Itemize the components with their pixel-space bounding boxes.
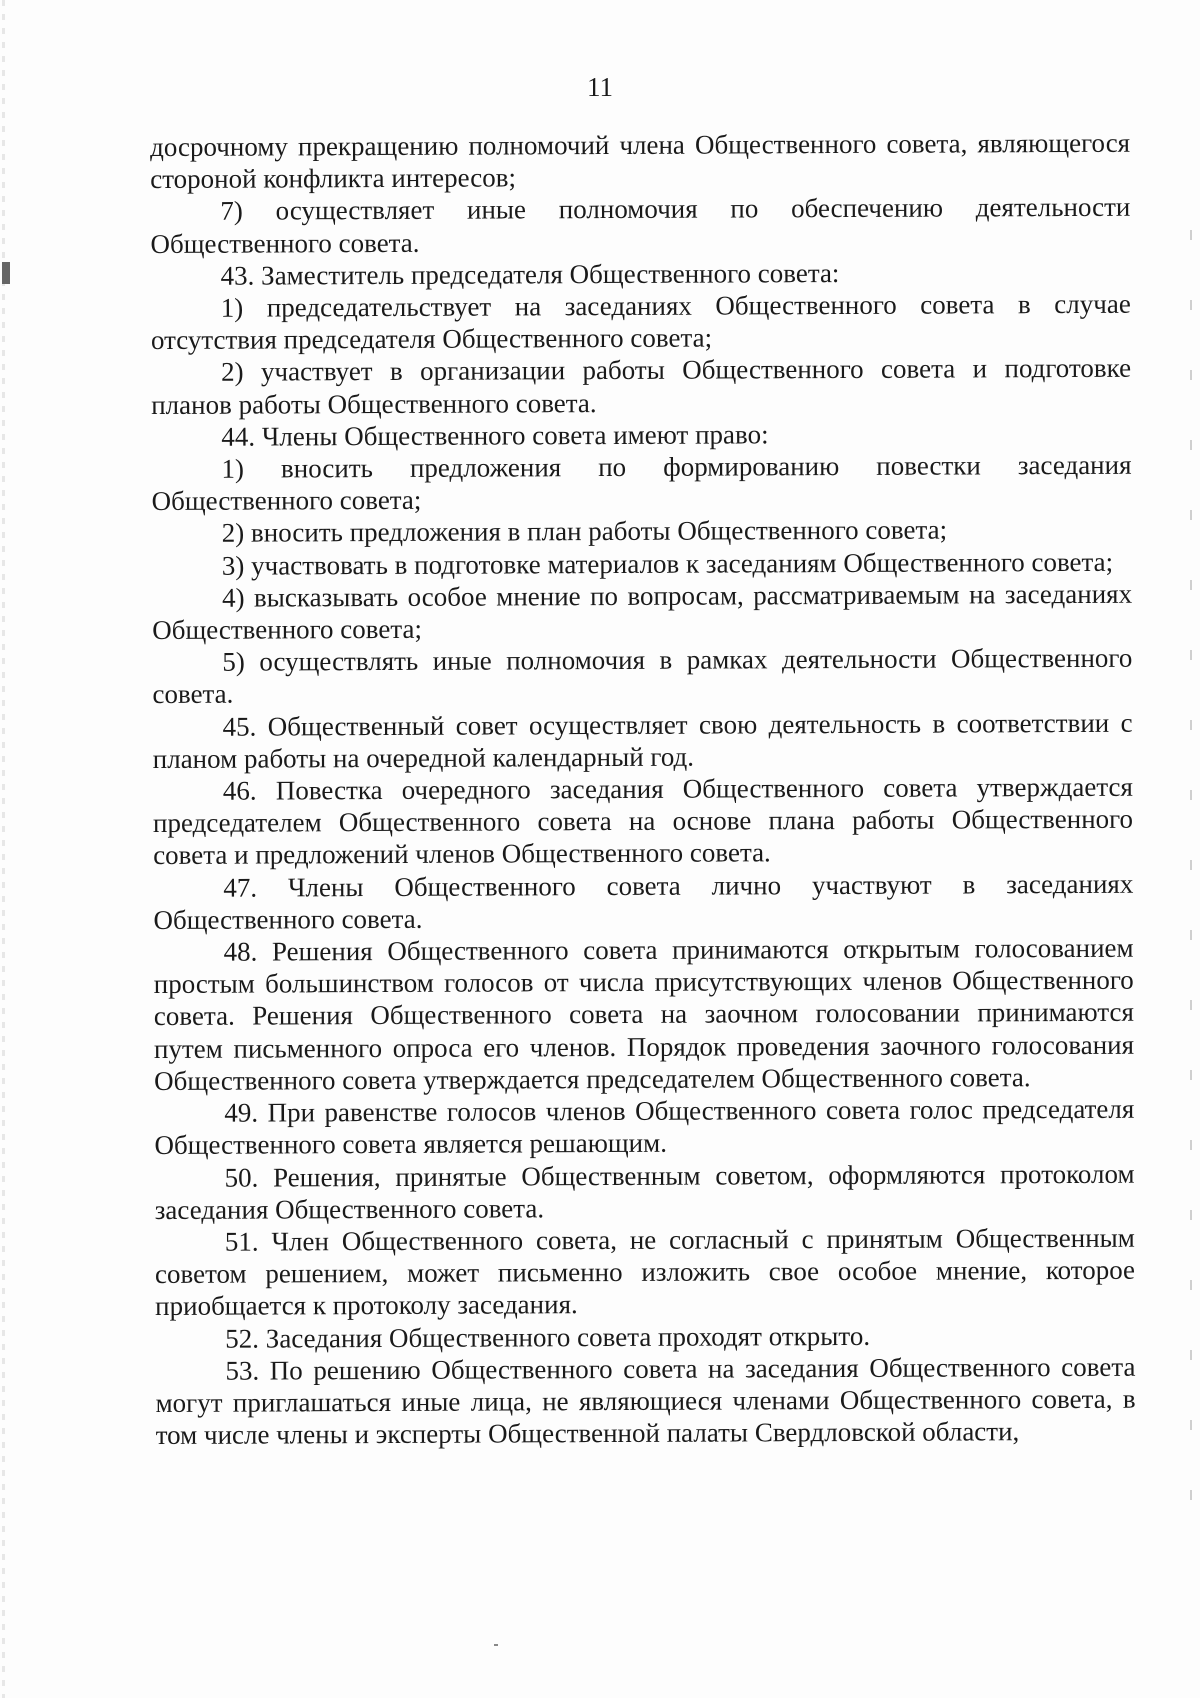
paragraph-44-item-2: 2) вносить предложения в план работы Общественного совета; — [221, 514, 948, 549]
paragraph-43-item-2: 2) участвует в организации работы Общественного совета и подготовке планов работы Общественного совета. — [151, 353, 1132, 420]
paragraph-47: 47. Члены Общественного совета лично участвуют в заседаниях Общественного совета. — [153, 868, 1134, 935]
paragraph-51: 51. Член Общественного совета, не согласный с принятым Общественным советом решением, может письменно изложить свое особое мнение, которое приобщается к протоколу заседания. — [154, 1222, 1136, 1322]
document-body — [150, 127, 1136, 1452]
paragraph-43: 43. Заместитель председателя Общественного совета: — [220, 257, 840, 291]
paragraph-44-item-1: 1) вносить предложения по формированию повестки заседания Общественного совета; — [151, 449, 1132, 517]
paragraph-continuation: досрочному прекращению полномочий члена Общественного совета, являющегося стороной конфликта интересов; — [150, 127, 1131, 195]
paragraph-45: 45. Общественный совет осуществляет свою деятельность в соответствии с планом работы на очередной календарный год. — [152, 707, 1133, 774]
scan-edge-left — [2, 0, 5, 1698]
paragraph-49: 49. При равенстве голосов членов Общественного совета голос председателя Общественного совета является решающим. — [154, 1093, 1135, 1161]
paragraph-44: 44. Члены Общественного совета имеют право: — [221, 419, 769, 452]
scan-edge-right — [1190, 230, 1192, 1530]
paragraph-52: 52. Заседания Общественного совета проходят открыто. — [225, 1320, 871, 1354]
paragraph-48: 48. Решения Общественного совета принимаются открытым голосованием простым большинством голосов от числа присутствующих членов Общественного совета. Решения Общественного совета на заочном голосовании принимаются путем письменного опроса его членов. Порядок проведения заочного голосования Общественного совета утверждается председателем Общественного совета. — [153, 932, 1135, 1096]
paragraph-item-7: 7) осуществляет иные полномочия по обеспечению деятельности Общественного совета. — [150, 192, 1131, 259]
paragraph-44-item-3: 3) участвовать в подготовке материалов к заседаниям Общественного совета; — [221, 546, 1114, 581]
paragraph-43-item-1: 1) председательствует на заседаниях Общественного совета в случае отсутствия председателя Общественного совета; — [150, 288, 1131, 356]
page-number: 11 — [587, 72, 613, 102]
paragraph-53: 53. По решению Общественного совета на заседания Общественного совета могут приглашаться иные лица, не являющиеся членами Общественного совета, в том числе члены и эксперты Общественной палаты Свердловской области, — [155, 1351, 1136, 1451]
scan-edge-mark — [2, 262, 10, 284]
paragraph-46: 46. Повестка очередного заседания Общественного совета утверждается председателем Общественного совета на основе плана работы Общественного совета и предложений членов Общественного совета. — [152, 771, 1134, 871]
paragraph-44-item-4: 4) высказывать особое мнение по вопросам, рассматриваемым на заседаниях Общественного совета; — [152, 578, 1133, 646]
paragraph-50: 50. Решения, принятые Общественным советом, оформляются протоколом заседания Общественного совета. — [154, 1158, 1135, 1225]
scan-speck — [494, 1644, 498, 1646]
paragraph-44-item-5: 5) осуществлять иные полномочия в рамках деятельности Общественного совета. — [152, 642, 1133, 710]
